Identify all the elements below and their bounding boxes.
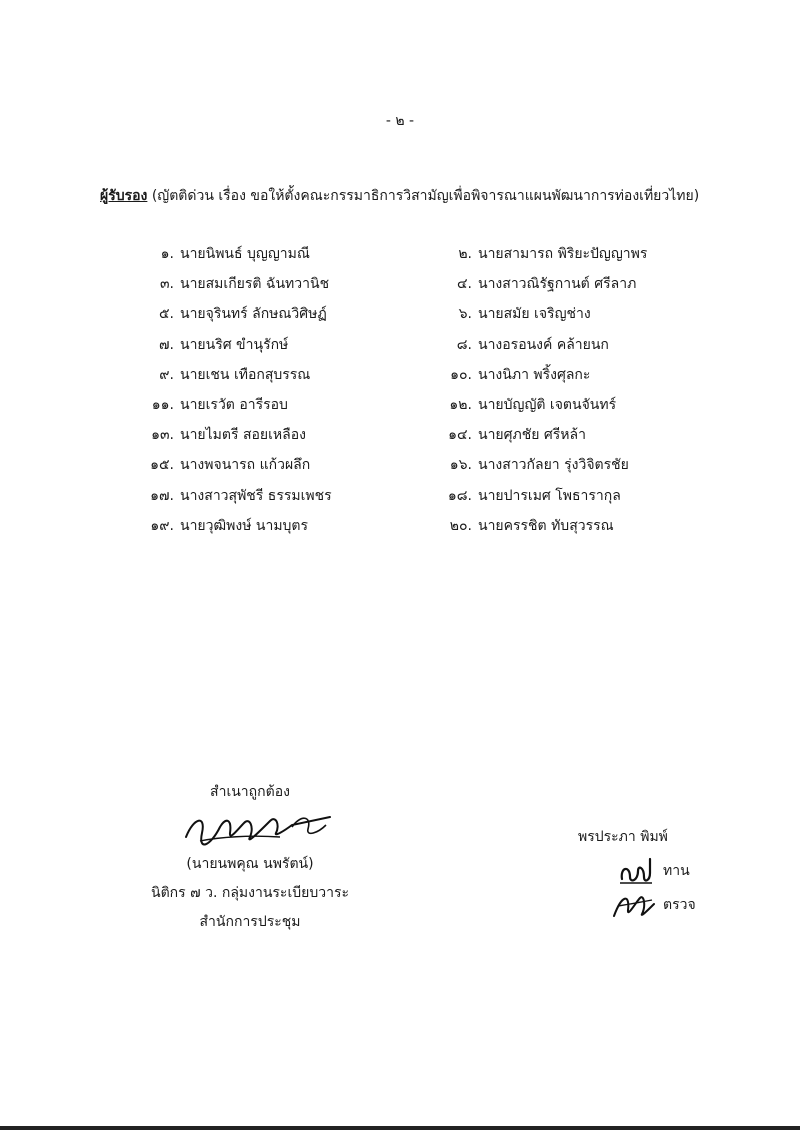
sponsor-item xyxy=(442,454,647,484)
sponsor-name: นายเรวัต อารีรอบ xyxy=(180,396,288,413)
sponsor-number: ๑๘. xyxy=(447,487,472,504)
certifier-position: นิติกร ๗ ว. กลุ่มงานระเบียบวาระ xyxy=(151,885,349,901)
sponsors-left-column xyxy=(144,243,332,545)
sponsor-item xyxy=(442,273,647,303)
sponsor-item xyxy=(442,424,647,454)
proofread-label: ทาน xyxy=(663,863,690,879)
sponsor-item xyxy=(442,334,647,364)
sponsor-item xyxy=(442,485,647,515)
sponsor-name: นางพจนารถ แก้วผลึก xyxy=(180,457,311,474)
sponsor-item xyxy=(144,394,332,424)
page-number: - ๒ - xyxy=(385,113,415,129)
sponsor-name: นางอรอนงค์ คล้ายนก xyxy=(478,336,609,353)
document-heading xyxy=(100,185,790,207)
sponsor-number: ๑๙. xyxy=(150,517,174,534)
sponsor-name: นายครรชิต ทับสุวรรณ xyxy=(478,517,614,534)
sponsor-number: ๑๐. xyxy=(450,366,472,383)
checked-row xyxy=(578,888,696,922)
sponsor-number: ๘. xyxy=(456,336,472,353)
sponsors-right-column xyxy=(442,243,647,545)
sponsor-number: ๒. xyxy=(458,246,472,262)
sponsor-name: นางนิภา พริ้งศุลกะ xyxy=(478,366,591,383)
certifier-name: (นายนพคุณ นพรัตน์) xyxy=(186,856,314,872)
sponsor-item xyxy=(144,515,332,545)
sponsor-name: นายจุรินทร์ ลักษณวิศิษฏ์ xyxy=(180,306,327,323)
sponsor-name: นางสาวกัลยา รุ่งวิจิตรชัย xyxy=(478,457,629,474)
sponsor-item xyxy=(442,303,647,333)
sponsor-number: ๙. xyxy=(159,366,174,383)
sponsor-item xyxy=(144,424,332,454)
sponsor-item xyxy=(442,394,647,424)
sponsor-item xyxy=(144,303,332,333)
sponsor-number: ๑๔. xyxy=(448,427,472,444)
sponsor-number: ๑๖. xyxy=(449,457,472,474)
sponsor-name: นายปารเมศ โพธารากุล xyxy=(478,487,621,504)
proofread-row xyxy=(578,854,696,888)
sponsor-number: ๒๐. xyxy=(449,517,472,534)
sponsor-item xyxy=(144,364,332,394)
sponsor-number: ๑๑. xyxy=(151,396,174,413)
sponsor-name: นางสาวณิรัฐกานต์ ศรีลาภ xyxy=(478,276,637,293)
heading-text: (ญัตติด่วน เรื่อง ขอให้ตั้งคณะกรรมาธิการวิสามัญเพื่อพิจารณาแผนพัฒนาการท่องเที่ยวไทย) xyxy=(151,188,700,204)
sponsor-item xyxy=(442,515,647,545)
sponsor-name: นายนิพนธ์ บุญญามณี xyxy=(180,246,310,262)
sponsor-name: นายไมตรี สอยเหลือง xyxy=(180,427,306,444)
sponsor-name: นายสมเกียรติ ฉันทวานิช xyxy=(180,276,330,293)
sponsor-number: ๑๓. xyxy=(151,427,174,444)
typist-name: พรประภา พิมพ์ xyxy=(578,829,668,845)
sponsor-name: นางสาวสุพัชรี ธรรมเพชร xyxy=(180,487,332,504)
certifier-office: สำนักการประชุม xyxy=(199,914,301,930)
signature-scribble-icon xyxy=(180,807,340,851)
sponsor-name: นายวุฒิพงษ์ นามบุตร xyxy=(180,517,309,534)
sponsor-name: นายเชน เทือกสุบรรณ xyxy=(180,366,311,383)
sponsor-item xyxy=(144,454,332,484)
sponsor-name: นายสมัย เจริญช่าง xyxy=(478,306,591,323)
sponsor-item xyxy=(144,334,332,364)
sponsor-number: ๑. xyxy=(160,246,174,262)
sponsor-number: ๔. xyxy=(456,276,472,293)
sponsor-name: นายสามารถ พิริยะปัญญาพร xyxy=(478,246,648,262)
sponsor-item xyxy=(144,243,332,273)
sponsor-item xyxy=(144,485,332,515)
scan-edge-divider xyxy=(0,1126,800,1130)
typist-block xyxy=(578,820,696,922)
initials-scribble-icon xyxy=(616,855,656,887)
sponsor-number: ๓. xyxy=(159,276,174,293)
sponsor-name: นายศุภชัย ศรีหล้า xyxy=(478,427,586,444)
sponsor-name: นายบัญญัติ เจตนจันทร์ xyxy=(478,396,617,413)
certifier-signature xyxy=(140,807,360,850)
checked-label: ตรวจ xyxy=(663,897,696,913)
sponsor-number: ๗. xyxy=(159,336,174,353)
sponsor-number: ๑๕. xyxy=(150,457,174,474)
certification-title: สำเนาถูกต้อง xyxy=(210,784,290,800)
initials-scribble-icon xyxy=(610,888,656,922)
sponsor-number: ๑๒. xyxy=(449,396,472,413)
certification-block xyxy=(140,778,360,937)
sponsor-number: ๖. xyxy=(458,306,472,323)
sponsor-number: ๕. xyxy=(158,306,174,323)
sponsor-item xyxy=(442,243,647,273)
sponsor-name: นายนริศ ขำนุรักษ์ xyxy=(180,336,289,353)
sponsor-item xyxy=(144,273,332,303)
heading-label: ผู้รับรอง xyxy=(100,188,148,204)
sponsor-number: ๑๗. xyxy=(150,487,174,504)
sponsor-item xyxy=(442,364,647,394)
